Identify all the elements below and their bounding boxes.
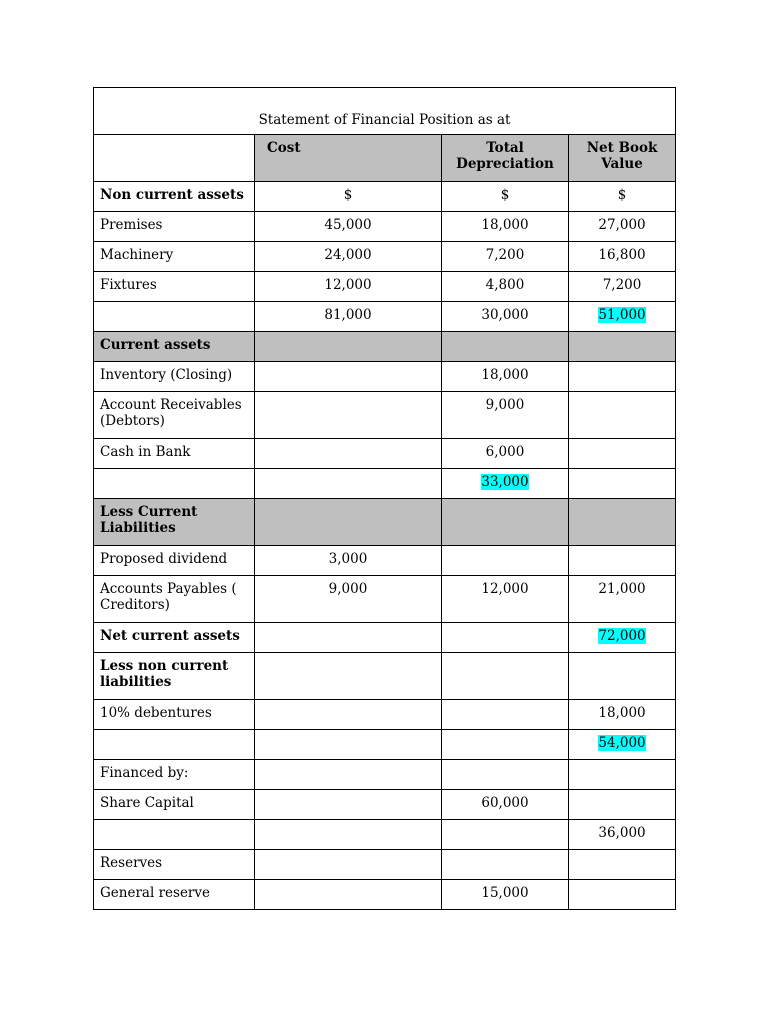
cost-cell	[255, 850, 442, 880]
row-label: Premises	[94, 212, 255, 242]
header-total-depreciation: Total Depreciation	[442, 135, 569, 182]
depreciation-cell: 30,000	[442, 302, 569, 332]
financial-position-table	[93, 87, 676, 910]
table-row	[94, 546, 676, 576]
row-label	[94, 469, 255, 499]
section-header-row	[94, 332, 676, 362]
row-label: Share Capital	[94, 790, 255, 820]
nbv-cell	[569, 302, 676, 332]
nbv-cell	[569, 790, 676, 820]
table-row	[94, 182, 676, 212]
highlighted-total: 33,000	[481, 474, 529, 490]
header-cost: Cost	[255, 135, 442, 182]
table-row	[94, 242, 676, 272]
nbv-cell	[569, 623, 676, 653]
depreciation-cell	[442, 850, 569, 880]
depreciation-cell	[442, 623, 569, 653]
depreciation-cell: 9,000	[442, 392, 569, 439]
nbv-cell: 36,000	[569, 820, 676, 850]
table-row	[94, 212, 676, 242]
table-row	[94, 362, 676, 392]
table-row	[94, 760, 676, 790]
table-row	[94, 623, 676, 653]
nbv-cell: 27,000	[569, 212, 676, 242]
depreciation-cell: 15,000	[442, 880, 569, 910]
nbv-cell: $	[569, 182, 676, 212]
cost-cell: 81,000	[255, 302, 442, 332]
cost-cell	[255, 760, 442, 790]
depreciation-cell: 12,000	[442, 576, 569, 623]
cost-cell	[255, 730, 442, 760]
nbv-cell	[569, 880, 676, 910]
row-label: Accounts Payables ( Creditors)	[94, 576, 255, 623]
cost-cell: 45,000	[255, 212, 442, 242]
depreciation-cell: 4,800	[442, 272, 569, 302]
depreciation-cell	[442, 546, 569, 576]
depreciation-cell: $	[442, 182, 569, 212]
cost-cell	[255, 362, 442, 392]
table-row	[94, 392, 676, 439]
row-label: Account Receivables (Debtors)	[94, 392, 255, 439]
depreciation-cell: 60,000	[442, 790, 569, 820]
row-label: Non current assets	[94, 182, 255, 212]
nbv-cell	[569, 332, 676, 362]
table-row	[94, 850, 676, 880]
row-label	[94, 302, 255, 332]
nbv-cell	[569, 362, 676, 392]
row-label: Fixtures	[94, 272, 255, 302]
table-row	[94, 439, 676, 469]
table-row	[94, 730, 676, 760]
row-label: Cash in Bank	[94, 439, 255, 469]
nbv-cell	[569, 653, 676, 700]
cost-cell	[255, 820, 442, 850]
nbv-cell	[569, 439, 676, 469]
highlighted-total: 54,000	[598, 735, 646, 751]
header-blank	[94, 135, 255, 182]
table-row	[94, 880, 676, 910]
statement-title: Statement of Financial Position as at	[94, 88, 676, 135]
depreciation-cell	[442, 730, 569, 760]
row-label: Net current assets	[94, 623, 255, 653]
table-row	[94, 302, 676, 332]
row-label: Inventory (Closing)	[94, 362, 255, 392]
nbv-cell	[569, 730, 676, 760]
table-row	[94, 790, 676, 820]
nbv-cell	[569, 850, 676, 880]
depreciation-cell	[442, 499, 569, 546]
row-label: 10% debentures	[94, 700, 255, 730]
row-label: Machinery	[94, 242, 255, 272]
depreciation-cell: 6,000	[442, 439, 569, 469]
table-row	[94, 469, 676, 499]
nbv-cell: 21,000	[569, 576, 676, 623]
cost-cell	[255, 469, 442, 499]
nbv-cell	[569, 546, 676, 576]
section-label: Less Current Liabilities	[94, 499, 255, 546]
cost-cell	[255, 499, 442, 546]
header-net-book-value: Net Book Value	[569, 135, 676, 182]
highlighted-total: 72,000	[598, 628, 646, 644]
cost-cell	[255, 700, 442, 730]
cost-cell	[255, 653, 442, 700]
table-row	[94, 820, 676, 850]
depreciation-cell	[442, 700, 569, 730]
depreciation-cell	[442, 469, 569, 499]
depreciation-cell	[442, 820, 569, 850]
depreciation-cell: 18,000	[442, 362, 569, 392]
cost-cell	[255, 439, 442, 469]
row-label: Reserves	[94, 850, 255, 880]
highlighted-total: 51,000	[598, 307, 646, 323]
row-label: Financed by:	[94, 760, 255, 790]
table-row	[94, 272, 676, 302]
cost-cell: 3,000	[255, 546, 442, 576]
cost-cell	[255, 790, 442, 820]
table-row	[94, 653, 676, 700]
depreciation-cell: 18,000	[442, 212, 569, 242]
row-label: Less non current liabilities	[94, 653, 255, 700]
section-header-row	[94, 499, 676, 546]
row-label	[94, 730, 255, 760]
nbv-cell	[569, 499, 676, 546]
row-label: Proposed dividend	[94, 546, 255, 576]
nbv-cell: 18,000	[569, 700, 676, 730]
nbv-cell	[569, 760, 676, 790]
row-label	[94, 820, 255, 850]
cost-cell	[255, 332, 442, 362]
depreciation-cell	[442, 332, 569, 362]
table-row	[94, 576, 676, 623]
section-label: Current assets	[94, 332, 255, 362]
nbv-cell: 16,800	[569, 242, 676, 272]
row-label: General reserve	[94, 880, 255, 910]
cost-cell: 9,000	[255, 576, 442, 623]
depreciation-cell: 7,200	[442, 242, 569, 272]
cost-cell	[255, 623, 442, 653]
depreciation-cell	[442, 760, 569, 790]
table-row	[94, 700, 676, 730]
cost-cell: 12,000	[255, 272, 442, 302]
cost-cell: $	[255, 182, 442, 212]
depreciation-cell	[442, 653, 569, 700]
cost-cell: 24,000	[255, 242, 442, 272]
cost-cell	[255, 880, 442, 910]
nbv-cell	[569, 469, 676, 499]
nbv-cell	[569, 392, 676, 439]
cost-cell	[255, 392, 442, 439]
nbv-cell: 7,200	[569, 272, 676, 302]
